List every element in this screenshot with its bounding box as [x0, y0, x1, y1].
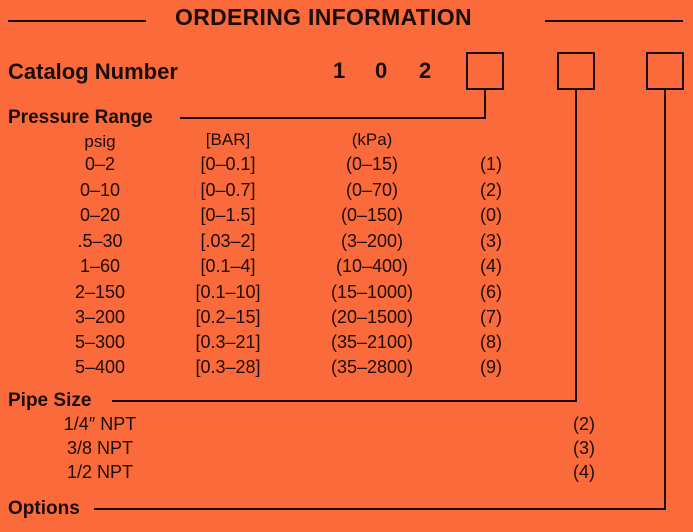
pressure-kpa: (15–1000) — [330, 282, 414, 302]
pressure-kpa: (0–15) — [345, 154, 399, 174]
psig-column-header: psig — [84, 132, 116, 151]
title-rule-left — [8, 20, 146, 22]
catalog-digit-1: 1 — [333, 58, 346, 83]
pressure-range-rule — [180, 117, 486, 119]
pressure-psig: 5–300 — [74, 332, 126, 352]
pressure-code: (9) — [480, 357, 502, 377]
pressure-code: (3) — [480, 231, 502, 251]
pressure-psig: 2–150 — [74, 282, 126, 302]
catalog-digit-3: 2 — [419, 58, 432, 83]
pressure-bar: [.03–2] — [200, 231, 256, 251]
pressure-code: (4) — [480, 256, 502, 276]
pipe-size-code: (2) — [573, 414, 595, 434]
pressure-bar: [0.1–4] — [200, 256, 256, 276]
pressure-code: (8) — [480, 332, 502, 352]
pressure-code: (7) — [480, 307, 502, 327]
pipe-size-value: 1/4″ NPT — [63, 414, 137, 434]
pressure-kpa: (0–150) — [340, 205, 404, 225]
options-heading: Options — [8, 498, 80, 519]
pressure-bar: [0.1–10] — [195, 282, 261, 302]
pressure-range-connector — [484, 90, 486, 118]
pressure-kpa: (0–70) — [345, 180, 399, 200]
kpa-column-header: (kPa) — [351, 130, 393, 149]
pressure-range-heading: Pressure Range — [8, 107, 153, 128]
pressure-range-code-box[interactable] — [466, 52, 504, 90]
pressure-psig: 5–400 — [74, 357, 126, 377]
options-rule — [94, 508, 666, 510]
pressure-code: (0) — [480, 205, 502, 225]
pressure-kpa: (35–2100) — [330, 332, 414, 352]
pipe-size-value: 1/2 NPT — [66, 462, 134, 482]
pipe-size-value: 3/8 NPT — [66, 438, 134, 458]
pressure-bar: [0–1.5] — [200, 205, 256, 225]
pressure-bar: [0.3–21] — [195, 332, 261, 352]
pressure-psig: .5–30 — [77, 231, 123, 251]
pressure-psig: 0–2 — [84, 154, 116, 174]
page-title: ORDERING INFORMATION — [175, 4, 472, 30]
pipe-size-rule — [112, 400, 577, 402]
pressure-bar: [0.3–28] — [195, 357, 261, 377]
catalog-number-label: Catalog Number — [8, 59, 178, 84]
options-code-box[interactable] — [646, 52, 684, 90]
pipe-size-code-box[interactable] — [557, 52, 595, 90]
pressure-kpa: (35–2800) — [330, 357, 414, 377]
pressure-psig: 3–200 — [74, 307, 126, 327]
pressure-kpa: (3–200) — [340, 231, 404, 251]
options-connector — [664, 90, 666, 508]
pressure-code: (6) — [480, 282, 502, 302]
pressure-bar: [0–0.7] — [200, 180, 256, 200]
pipe-size-connector — [575, 90, 577, 400]
pressure-bar: [0.2–15] — [195, 307, 261, 327]
bar-column-header: [BAR] — [205, 130, 251, 149]
pipe-size-code: (3) — [573, 438, 595, 458]
pressure-psig: 0–10 — [79, 180, 121, 200]
pressure-code: (2) — [480, 180, 502, 200]
catalog-digit-2: 0 — [375, 58, 388, 83]
pressure-bar: [0–0.1] — [200, 154, 256, 174]
pressure-code: (1) — [480, 154, 502, 174]
pipe-size-heading: Pipe Size — [8, 390, 92, 411]
pressure-psig: 1–60 — [79, 256, 121, 276]
pressure-kpa: (10–400) — [335, 256, 409, 276]
title-rule-right — [545, 20, 683, 22]
pressure-kpa: (20–1500) — [330, 307, 414, 327]
pressure-psig: 0–20 — [79, 205, 121, 225]
pipe-size-code: (4) — [573, 462, 595, 482]
